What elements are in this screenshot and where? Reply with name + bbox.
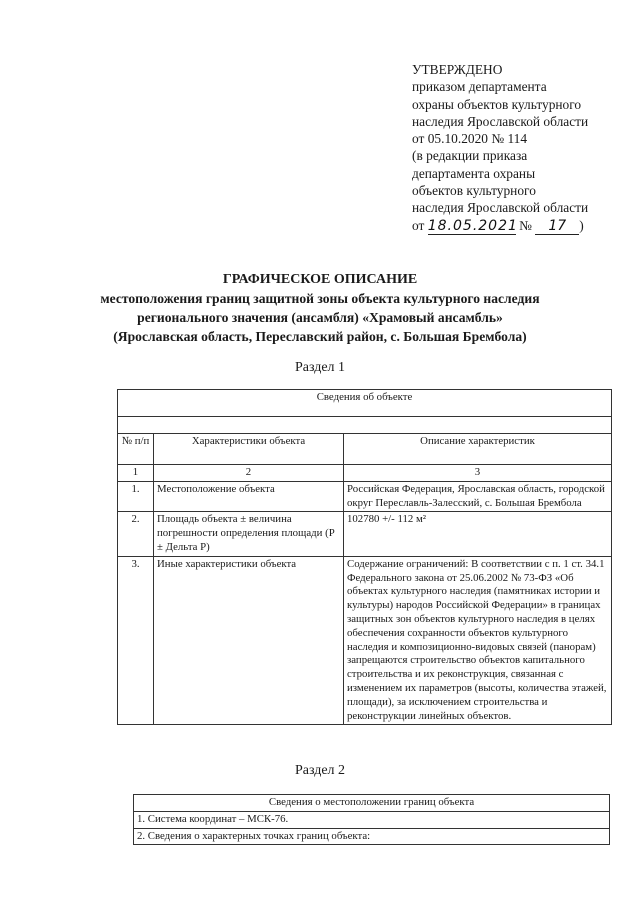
handwritten-date: 18.05.2021 [427,217,518,234]
row-desc: Содержание ограничений: В соответствии с п. 1 ст. 34.1 Федерального закона от 25.06.2002 № 73-ФЗ «Об объектах культурного наследия (памятниках истории и культуры) народов Российской Федерации» в границах защитных зон объектов культурного наследия в целях обеспечения сохранности объектов культурного наследия и композиционно-видовых связей (панорам) запрещаются строительство объектов капитального строительства и их реконструкция, связанная с изменением их параметров (высоты, количества этажей, площади), за исключением строительства и реконструкции линейных объектов. [344,556,612,725]
col-number: 2 [154,465,344,482]
row-name: Иные характеристики объекта [154,556,344,725]
row-desc: Российская Федерация, Ярославская область, городской округ Переславль-Залесский, с. Большая Брембола [344,481,612,512]
row-name: Площадь объекта ± величина погрешности определения площади (P ± Дельта P) [154,512,344,556]
approval-line: наследия Ярославской области [412,200,589,216]
approval-date-line: от 18.05.2021 № 17 ) [412,217,584,234]
approval-line: приказом департамента [412,79,547,95]
table-row [118,481,612,512]
header-characteristic: Характеристики объекта [154,434,344,465]
object-info-table [117,389,612,725]
title-line: (Ярославская область, Переславский район, с. Большая Брембола) [113,329,527,344]
table-title: Сведения о местоположении границ объекта [134,795,610,812]
row-num: 1. [118,481,154,512]
table-spacer-row [118,417,612,434]
title-heading: ГРАФИЧЕСКОЕ ОПИСАНИЕ [222,272,418,287]
handwritten-number: 17 [535,219,579,235]
document-title [60,270,580,346]
row-num: 3. [118,556,154,725]
col-number: 1 [118,465,154,482]
header-num: № п/п [118,434,154,465]
col-number: 3 [344,465,612,482]
approval-line: департамента охраны [412,165,536,181]
row-name: Местоположение объекта [154,481,344,512]
approval-line: от 05.10.2020 № 114 [412,131,528,147]
approval-line: УТВЕРЖДЕНО [412,62,503,77]
approval-line: (в редакции приказа [412,148,528,164]
title-line: местоположения границ защитной зоны объекта культурного наследия [100,291,540,306]
approval-stamp [412,61,632,235]
title-line: регионального значения (ансамбля) «Храмовый ансамбль» [137,310,503,325]
header-description: Описание характеристик [344,434,612,465]
table-row [118,512,612,556]
list-item: 2. Сведения о характерных точках границ объекта: [134,828,610,845]
section2-heading: Раздел 2 [294,763,346,778]
list-item: 1. Система координат – МСК-76. [134,811,610,828]
table-title: Сведения об объекте [118,390,612,417]
row-desc: 102780 +/- 112 м² [344,512,612,556]
number-prefix: № [519,217,532,233]
boundary-info-table [133,794,610,845]
row-num: 2. [118,512,154,556]
table-row [118,556,612,725]
approval-line: охраны объектов культурного [412,96,582,112]
approval-line: объектов культурного [412,183,536,199]
approval-line: наследия Ярославской области [412,113,589,129]
date-prefix: от [412,217,425,233]
section1-heading: Раздел 1 [294,360,346,375]
